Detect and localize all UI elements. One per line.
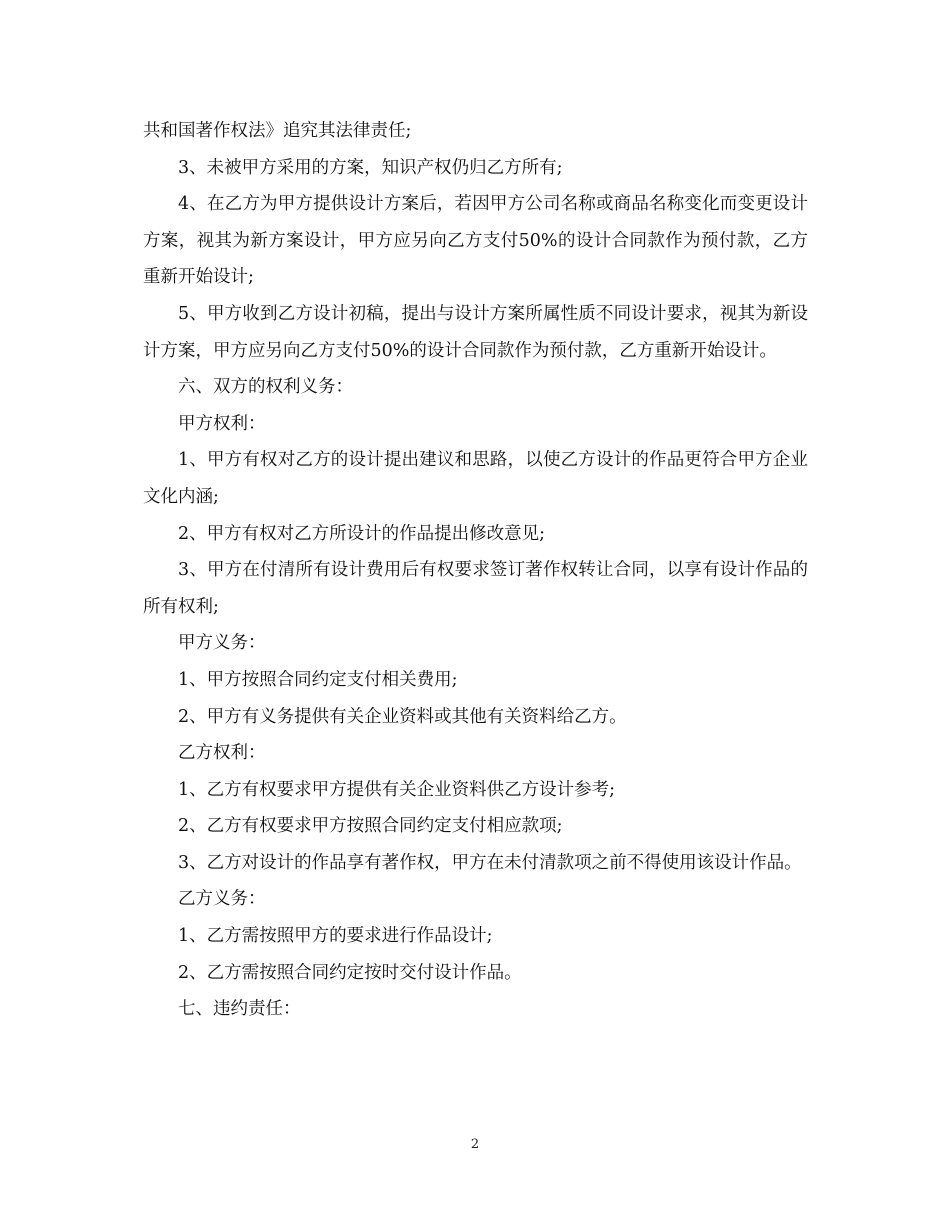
section-heading-liability: 七、违约责任： — [178, 999, 301, 1020]
paragraph-12: 2、甲方有义务提供有关企业资料或其他有关资料给乙方。 — [178, 706, 627, 727]
paragraph-7: 1、甲方有权对乙方的设计提出建议和思路，以使乙方设计的作品更符合甲方企业文化内涵; — [143, 450, 808, 507]
paragraph-15: 2、乙方有权要求甲方按照合同约定支付相应款项; — [178, 816, 563, 837]
document-body — [143, 113, 808, 1028]
paragraph-11: 1、甲方按照合同约定支付相关费用; — [178, 669, 458, 690]
paragraph-19: 2、乙方需按照合同约定按时交付设计作品。 — [178, 962, 522, 983]
paragraph-14: 1、乙方有权要求甲方提供有关企业资料供乙方设计参考; — [178, 779, 616, 800]
paragraph-9: 3、甲方在付清所有设计费用后有权要求签订著作权转让合同，以享有设计作品的所有权利; — [143, 560, 808, 617]
paragraph-3: 4、在乙方为甲方提供设计方案后，若因甲方公司名称或商品名称变化而变更设计方案，视其为新方案设计，甲方应另向乙方支付50%的设计合同款作为预付款，乙方重新开始设计; — [143, 194, 808, 288]
page-number: 2 — [470, 1137, 480, 1152]
paragraph-8: 2、甲方有权对乙方所设计的作品提出修改意见; — [178, 523, 546, 544]
subheading-party-b-obligations: 乙方义务： — [178, 889, 266, 910]
subheading-party-a-rights: 甲方权利： — [178, 413, 266, 434]
subheading-party-b-rights: 乙方权利： — [178, 743, 266, 764]
paragraph-4: 5、甲方收到乙方设计初稿，提出与设计方案所属性质不同设计要求，视其为新设计方案，甲方应另向乙方支付50%的设计合同款作为预付款，乙方重新开始设计。 — [143, 303, 808, 361]
subheading-party-a-obligations: 甲方义务： — [178, 633, 266, 654]
paragraph-1: 共和国著作权法》追究其法律责任; — [143, 121, 412, 141]
section-heading-rights-obligations: 六、双方的权利义务： — [178, 377, 353, 398]
paragraph-2: 3、未被甲方采用的方案，知识产权仍归乙方所有; — [178, 157, 563, 178]
paragraph-18: 1、乙方需按照甲方的要求进行作品设计; — [178, 926, 493, 947]
paragraph-16: 3、乙方对设计的作品享有著作权，甲方在未付清款项之前不得使用该设计作品。 — [178, 852, 802, 873]
